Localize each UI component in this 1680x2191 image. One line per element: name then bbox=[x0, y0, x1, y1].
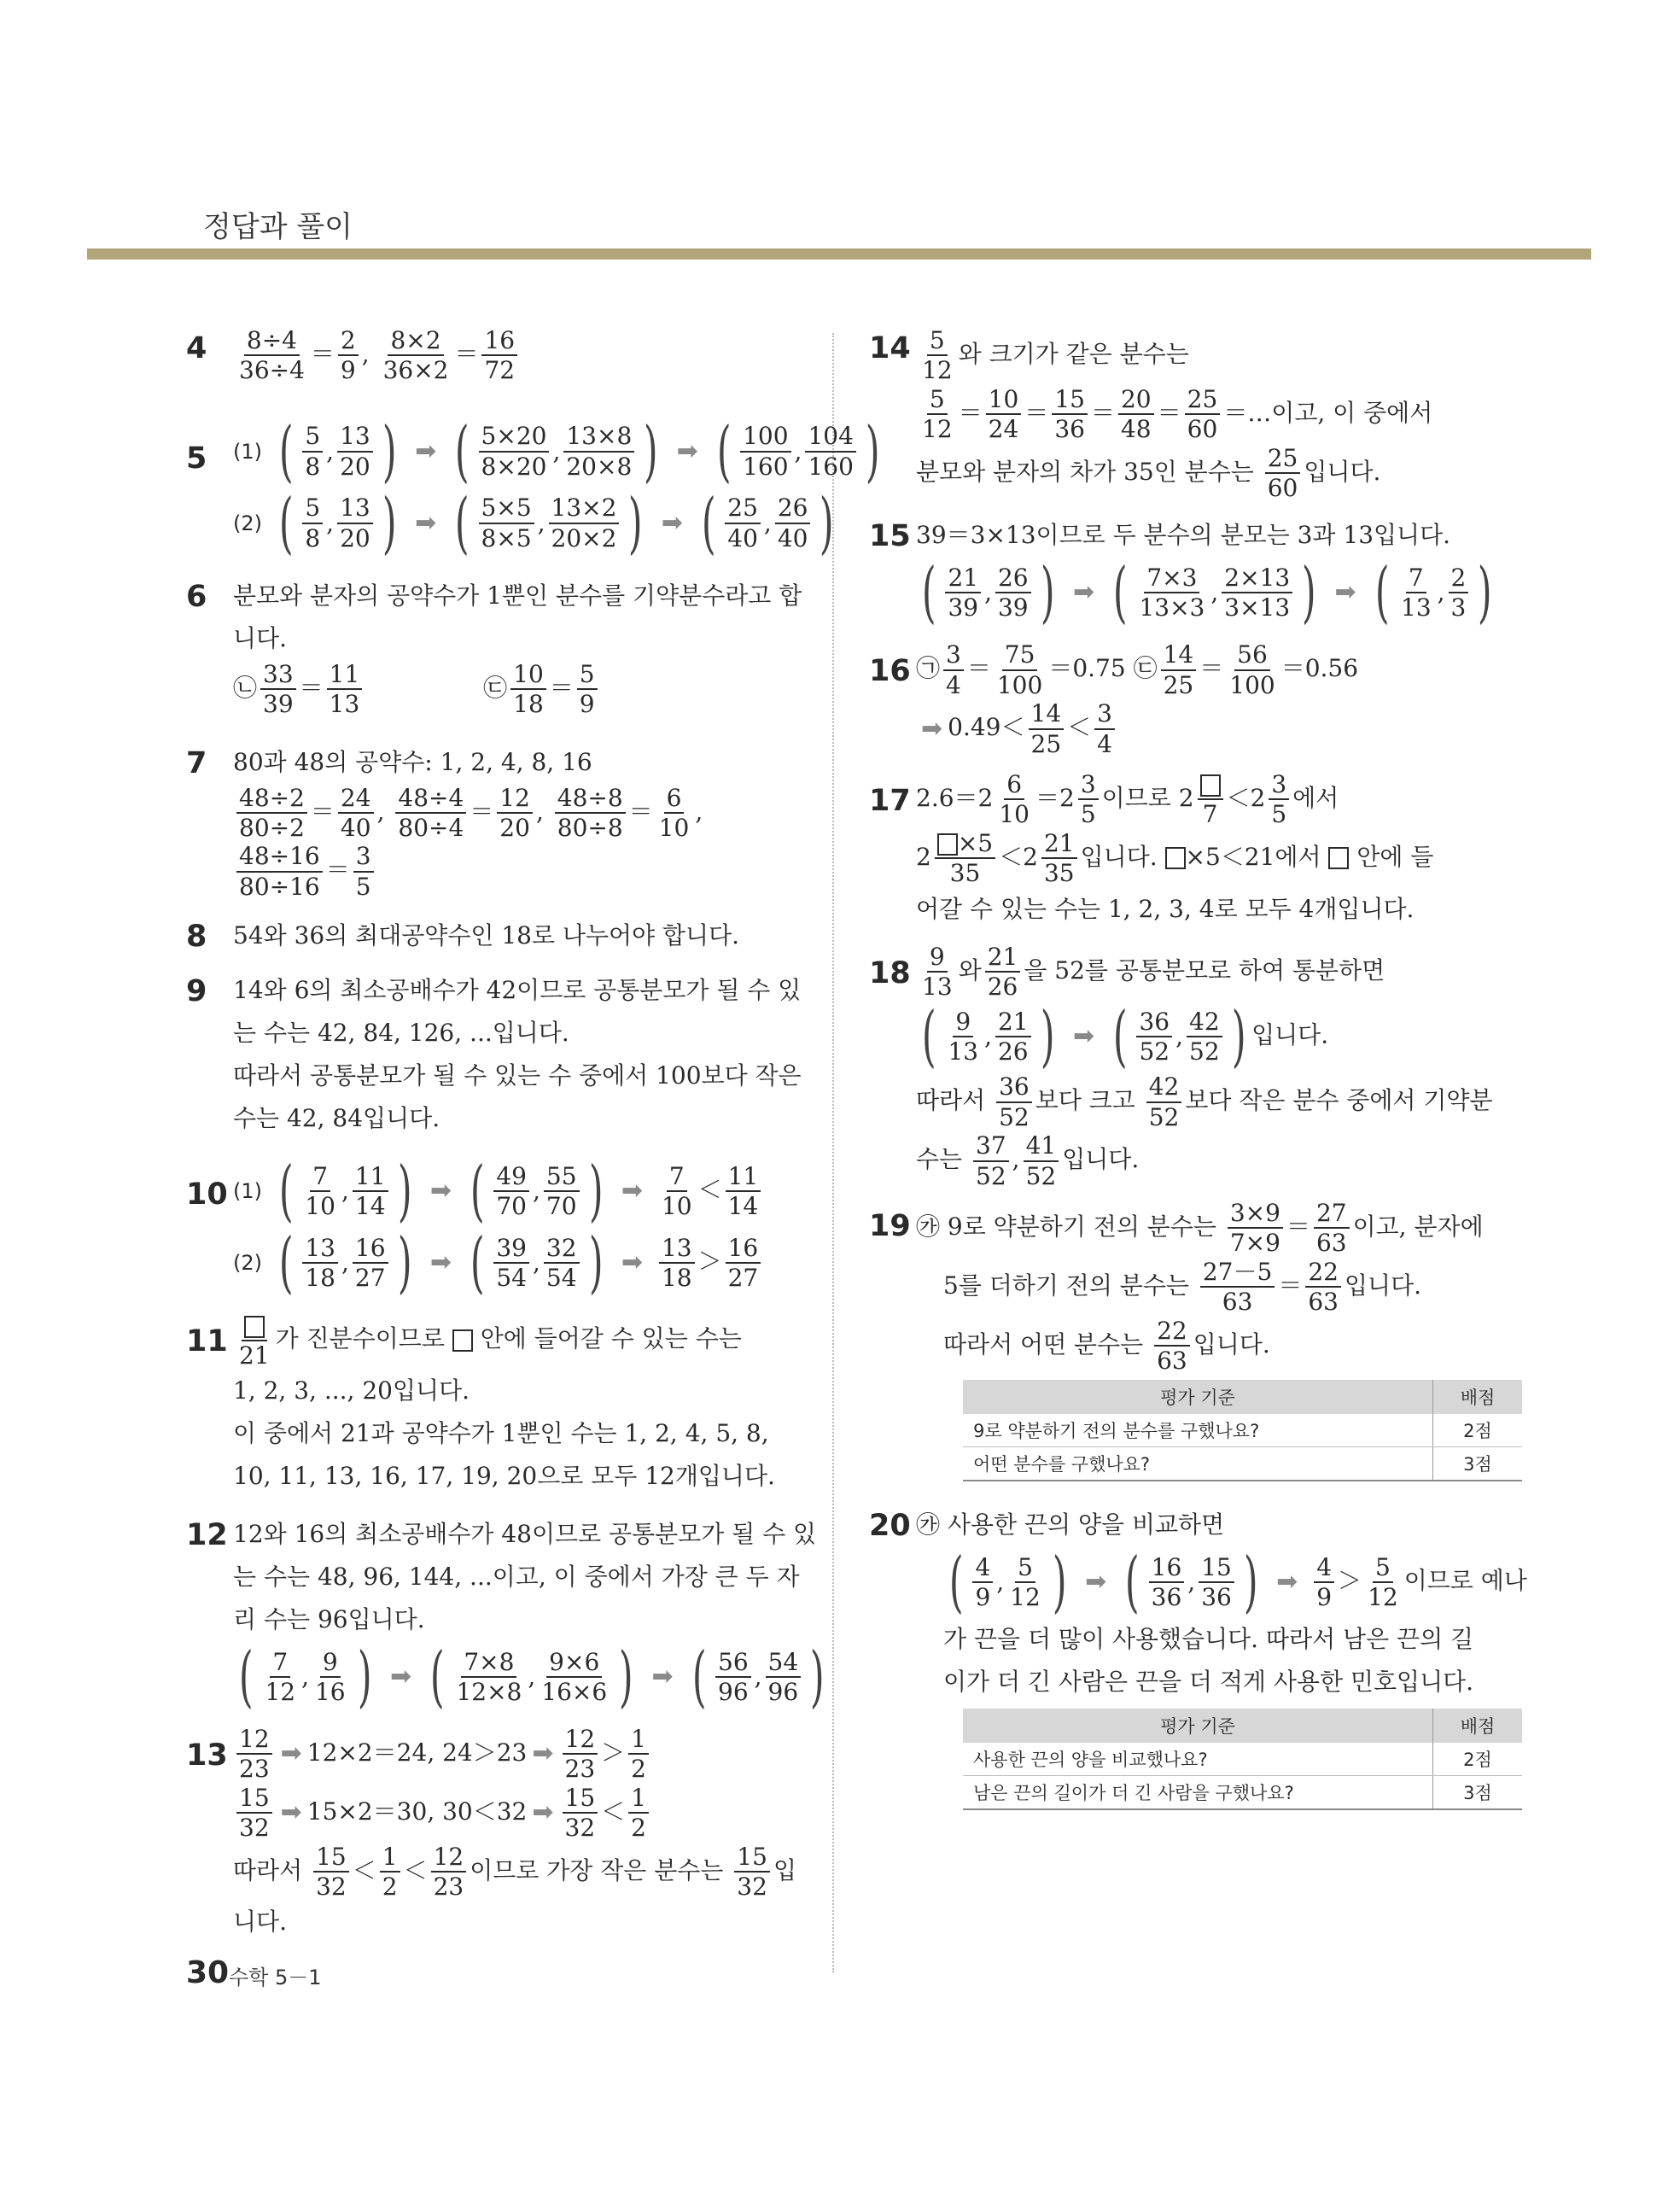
problem-number: 11 bbox=[186, 1324, 228, 1359]
text-line: 10, 11, 13, 16, 17, 19, 20으로 모두 12개입니다. bbox=[233, 1462, 775, 1491]
table-header: 평가 기준 bbox=[963, 1709, 1433, 1743]
problem-12 bbox=[186, 1515, 825, 1716]
problem-13 bbox=[186, 1727, 801, 1942]
arrow-icon: ➡ bbox=[415, 507, 437, 538]
solution-line: 2.6＝2 $\frac{6}{10}$ ＝2 $\frac{3}{5}$ 이므로 2 7 ＜2 $\frac{3}{5}$ 에서 bbox=[916, 769, 1339, 829]
arrow-icon: ➡ bbox=[621, 1247, 644, 1278]
solution-line: $\frac{8\div 4}{36\div 4}$ ＝ $\frac{2}{9}$ , $\frac{8\times 2}{36\times 2}$ ＝ $\frac{16}{72}$ bbox=[233, 328, 801, 383]
arrow-icon: ➡ bbox=[1334, 577, 1356, 608]
footer-subject: 수학 5－1 bbox=[229, 1966, 322, 1989]
solution-line: ( $\frac{21}{39}$ , $\frac{26}{39}$ ) ➡ ( $\frac{7\times 3}{13\times 3}$ , $\frac{2\times 13}{3\times 13}$ ) ➡ ( $\frac{7}{13}$ , $\frac{2}{3}$ ) bbox=[921, 554, 1492, 632]
text-line: 54와 36의 최대공약수인 18로 나누어야 합니다. bbox=[233, 921, 740, 950]
text-line: 수는 42, 84입니다. bbox=[233, 1104, 440, 1133]
problem-number: 19 bbox=[869, 1209, 911, 1244]
arrow-icon: ➡ bbox=[676, 435, 698, 466]
solution-line: 5를 더하기 전의 분수는 $\frac{27-5}{63}$ ＝ $\frac{22}{63}$ 입니다. bbox=[943, 1257, 1422, 1317]
solution-line: ( $\frac{4}{9}$ , $\frac{5}{12}$ ) ➡ ( $\frac{16}{36}$ , $\frac{15}{36}$ ) ➡ $\frac{4}{9}$ ＞ $\frac{5}{12}$ 이므로 예나 bbox=[948, 1544, 1527, 1621]
solution-line: (2) ( $\frac{13}{18}$ , $\frac{16}{27}$ ) ➡ ( $\frac{39}{54}$ , $\frac{32}{54}$ ) ➡ $\frac{13}{18}$ ＞ $\frac{16}{27}$ bbox=[233, 1229, 801, 1297]
problem-4 bbox=[186, 328, 801, 383]
solution-line: (1) ( $\frac{5}{8}$ , $\frac{13}{20}$ ) ➡ ( $\frac{5\times 20}{8\times 20}$ , $\frac{13\times 8}{20\times 8}$ ) ➡ ( $\frac{100}{160}$ , $\frac{104}{160}$ ) bbox=[233, 412, 880, 490]
problem-number: 16 bbox=[869, 654, 911, 689]
table-row: 남은 끈의 길이가 더 긴 사람을 구했나요? 3점 bbox=[963, 1776, 1522, 1810]
solution-line: 21 가 진분수이므로 안에 들어갈 수 있는 수는 bbox=[233, 1312, 801, 1368]
text-line: 12와 16의 최소공배수가 48이므로 공통분모가 될 수 있 bbox=[233, 1520, 817, 1549]
problem-number: 6 bbox=[186, 579, 207, 614]
arrow-icon: ➡ bbox=[280, 1738, 302, 1769]
solution-line: (2) ( $\frac{5}{8}$ , $\frac{13}{20}$ ) ➡ ( $\frac{5\times 5}{8\times 5}$ , $\frac{13\times 2}{20\times 2}$ ) ➡ ( $\frac{25}{40}$ , $\frac{26}{40}$ ) bbox=[233, 484, 835, 562]
problem-11 bbox=[186, 1312, 801, 1496]
arrow-icon: ➡ bbox=[1085, 1567, 1107, 1598]
blank-box bbox=[1200, 774, 1221, 797]
text-line: 80과 48의 공약수: 1, 2, 4, 8, 16 bbox=[233, 747, 592, 776]
left-column bbox=[186, 324, 880, 1945]
problem-17 bbox=[869, 769, 1484, 929]
text-line: 니다. bbox=[233, 623, 287, 652]
solution-line: ㉮ 9로 약분하기 전의 분수는 $\frac{3\times 9}{7\times 9}$ ＝ $\frac{27}{63}$ 이고, 분자에 bbox=[916, 1199, 1484, 1258]
text-line: 이 중에서 21과 공약수가 1뿐인 수는 1, 2, 4, 5, 8, bbox=[233, 1419, 769, 1448]
blank-box bbox=[452, 1329, 473, 1352]
solution-line: $\frac{48\div 16}{80\div 16}$ ＝ $\frac{3}{5}$ bbox=[233, 844, 801, 899]
fraction: $\frac{8\times 2}{36\times 2}$ bbox=[382, 326, 449, 385]
right-column bbox=[869, 324, 1527, 1810]
arrow-icon: ➡ bbox=[389, 1662, 412, 1692]
solution-line: ㉡ $\frac{33}{39}$ ＝ $\frac{11}{13}$ ㉢ $\frac{10}{18}$ ＝ $\frac{5}{9}$ bbox=[233, 662, 801, 717]
solution-line: 수는 $\frac{37}{52}$ , $\frac{41}{52}$ 입니다. bbox=[916, 1131, 1140, 1190]
solution-line: ㉮ 사용한 끈의 양을 비교하면 bbox=[916, 1510, 1225, 1540]
solution-line: ( $\frac{9}{13}$ , $\frac{21}{26}$ ) ➡ ( $\frac{36}{52}$ , $\frac{42}{52}$ ) 입니다. bbox=[921, 998, 1329, 1076]
scoring-table bbox=[963, 1709, 1522, 1810]
problem-19 bbox=[869, 1199, 1496, 1481]
solution-line: $\frac{15}{32}$ ➡ 15×2＝30, 30＜32 ➡ $\frac{15}{32}$ ＜ $\frac{1}{2}$ bbox=[233, 1785, 801, 1841]
problem-number: 8 bbox=[186, 920, 207, 955]
solution-line: $\frac{12}{23}$ ➡ 12×2＝24, 24＞23 ➡ $\frac{12}{23}$ ＞ $\frac{1}{2}$ bbox=[233, 1727, 801, 1782]
problem-8 bbox=[186, 916, 801, 955]
scoring-table bbox=[963, 1380, 1522, 1481]
table-header: 배점 bbox=[1433, 1380, 1523, 1414]
solution-line: 따라서 $\frac{36}{52}$ 보다 크고 $\frac{42}{52}$ 보다 작은 분수 중에서 기약분 bbox=[916, 1072, 1493, 1131]
arrow-icon: ➡ bbox=[1072, 1021, 1095, 1052]
arrow-icon: ➡ bbox=[429, 1176, 452, 1207]
table-header: 배점 bbox=[1433, 1709, 1523, 1743]
text-line: 39＝3×13이므로 두 분수의 분모는 3과 13입니다. bbox=[916, 521, 1451, 550]
problem-number: 10 bbox=[186, 1177, 228, 1212]
arrow-icon: ➡ bbox=[280, 1797, 302, 1828]
problem-5 bbox=[186, 412, 880, 562]
arrow-icon: ➡ bbox=[1072, 577, 1095, 608]
problem-9 bbox=[186, 971, 801, 1138]
solution-line: ➡ 0.49＜ $\frac{14}{25}$ ＜ $\frac{3}{4}$ bbox=[916, 701, 1484, 757]
problem-number: 20 bbox=[869, 1509, 911, 1544]
problem-18 bbox=[869, 942, 1493, 1190]
table-header: 평가 기준 bbox=[963, 1380, 1433, 1414]
problem-number: 13 bbox=[186, 1738, 228, 1773]
problem-number: 4 bbox=[186, 331, 207, 365]
solution-line: $\frac{5}{12}$ ＝ $\frac{10}{24}$ ＝ $\frac{15}{36}$ ＝ $\frac{20}{48}$ ＝ $\frac{25}{60}$ ＝…이고, 이 중에서 bbox=[922, 384, 1433, 444]
problem-14 bbox=[869, 328, 1484, 500]
fraction: $\frac{16}{72}$ bbox=[481, 328, 517, 383]
problem-6 bbox=[186, 576, 801, 717]
fraction: $\frac{8\div 4}{36\div 4}$ bbox=[239, 326, 305, 385]
solution-line: $\frac{9}{13}$ 와 $\frac{21}{26}$ 을 52를 공통분모로 하여 통분하면 bbox=[922, 942, 1385, 1002]
problem-16 bbox=[869, 642, 1484, 757]
fraction: $\frac{2}{9}$ bbox=[338, 328, 359, 383]
problem-number: 7 bbox=[186, 745, 207, 780]
text-line: 따라서 공통분모가 될 수 있는 수 중에서 100보다 작은 bbox=[233, 1061, 802, 1090]
blank-box bbox=[1328, 847, 1349, 869]
text-line: 14와 6의 최소공배수가 42이므로 공통분모가 될 수 있 bbox=[233, 976, 802, 1005]
problem-15 bbox=[869, 516, 1492, 632]
table-row: 사용한 끈의 양을 비교했나요? 2점 bbox=[963, 1743, 1522, 1776]
text-line: 는 수는 42, 84, 126, ...입니다. bbox=[233, 1019, 569, 1048]
page-header-title: 정답과 풀이 bbox=[203, 210, 353, 244]
blank-box bbox=[244, 1316, 265, 1338]
arrow-icon: ➡ bbox=[532, 1797, 554, 1828]
text-line: 어갈 수 있는 수는 1, 2, 3, 4로 모두 4개입니다. bbox=[916, 894, 1415, 923]
arrow-icon: ➡ bbox=[415, 435, 437, 466]
solution-line: ㉠ $\frac{3}{4}$ ＝ $\frac{75}{100}$ ＝0.75 ㉢ $\frac{14}{25}$ ＝ $\frac{56}{100}$ ＝0.56 bbox=[916, 640, 1359, 699]
solution-line: 따라서 어떤 분수는 $\frac{22}{63}$ 입니다. bbox=[943, 1316, 1270, 1375]
problem-number: 18 bbox=[869, 955, 911, 990]
solution-line: $\frac{5}{12}$ 와 크기가 같은 분수는 bbox=[922, 326, 1189, 385]
arrow-icon: ➡ bbox=[1276, 1567, 1298, 1598]
arrow-icon: ➡ bbox=[661, 507, 683, 538]
header-rule bbox=[87, 248, 1591, 260]
problem-10 bbox=[186, 1153, 801, 1302]
column-divider bbox=[832, 333, 834, 1972]
problem-number: 15 bbox=[869, 519, 911, 554]
problem-20 bbox=[869, 1505, 1527, 1810]
text-line: 이가 더 긴 사람은 끈을 더 적게 사용한 민호입니다. bbox=[943, 1668, 1474, 1697]
table-row: 9로 약분하기 전의 분수를 구했나요? 2점 bbox=[963, 1414, 1522, 1447]
text-line: 는 수는 48, 96, 144, ...이고, 이 중에서 가장 큰 두 자 bbox=[233, 1563, 800, 1592]
text-line: 1, 2, 3, ..., 20입니다. bbox=[233, 1376, 470, 1405]
problem-number: 9 bbox=[186, 974, 207, 1009]
problem-number: 17 bbox=[869, 783, 911, 818]
text-line: 니다. bbox=[233, 1908, 287, 1937]
arrow-icon: ➡ bbox=[921, 713, 943, 744]
solution-line: (1) ( $\frac{7}{10}$ , $\frac{11}{14}$ ) ➡ ( $\frac{49}{70}$ , $\frac{55}{70}$ ) ➡ $\frac{7}{10}$ ＜ $\frac{11}{14}$ bbox=[233, 1157, 801, 1225]
text-line: 가 끈을 더 많이 사용했습니다. 따라서 남은 끈의 길 bbox=[943, 1625, 1474, 1654]
text-line: 리 수는 96입니다. bbox=[233, 1605, 425, 1634]
solution-line: 2 $\frac{\times 5}{35}$ ＜2 $\frac{21}{35}$ 입니다. ×5＜21에서 안에 들 bbox=[916, 828, 1434, 888]
solution-line: ( $\frac{7}{12}$ , $\frac{9}{16}$ ) ➡ ( $\frac{7\times 8}{12\times 8}$ , $\frac{9\times 6}{16\times 6}$ ) ➡ ( $\frac{56}{96}$ , $\frac{54}{96}$ ) bbox=[238, 1639, 825, 1716]
page-number: 30 bbox=[186, 1955, 230, 1990]
table-row: 어떤 분수를 구했나요? 3점 bbox=[963, 1447, 1522, 1481]
problem-number: 5 bbox=[186, 441, 207, 476]
arrow-icon: ➡ bbox=[651, 1662, 674, 1692]
blank-box bbox=[937, 833, 958, 856]
arrow-icon: ➡ bbox=[429, 1247, 452, 1278]
text-line: 분모와 분자의 공약수가 1뿐인 분수를 기약분수라고 합 bbox=[233, 581, 802, 610]
solution-line: 분모와 분자의 차가 35인 분수는 $\frac{25}{60}$ 입니다. bbox=[916, 443, 1381, 502]
solution-line: 따라서 $\frac{15}{32}$ ＜ $\frac{1}{2}$ ＜ $\frac{12}{23}$ 이므로 가장 작은 분수는 $\frac{15}{32}$ 입 bbox=[233, 1842, 796, 1901]
problem-number: 12 bbox=[186, 1518, 228, 1553]
problem-number: 14 bbox=[869, 331, 911, 365]
blank-box bbox=[1165, 847, 1186, 869]
arrow-icon: ➡ bbox=[621, 1176, 644, 1207]
problem-7 bbox=[186, 743, 801, 900]
solution-line: $\frac{48\div 2}{80\div 2}$ ＝ $\frac{24}{40}$ , $\frac{48\div 4}{80\div 4}$ ＝ $\frac{12}{20}$ , $\frac{48\div 8}{80\div 8}$ ＝ $\frac{6}{10}$ , bbox=[233, 786, 801, 841]
arrow-icon: ➡ bbox=[532, 1738, 554, 1769]
